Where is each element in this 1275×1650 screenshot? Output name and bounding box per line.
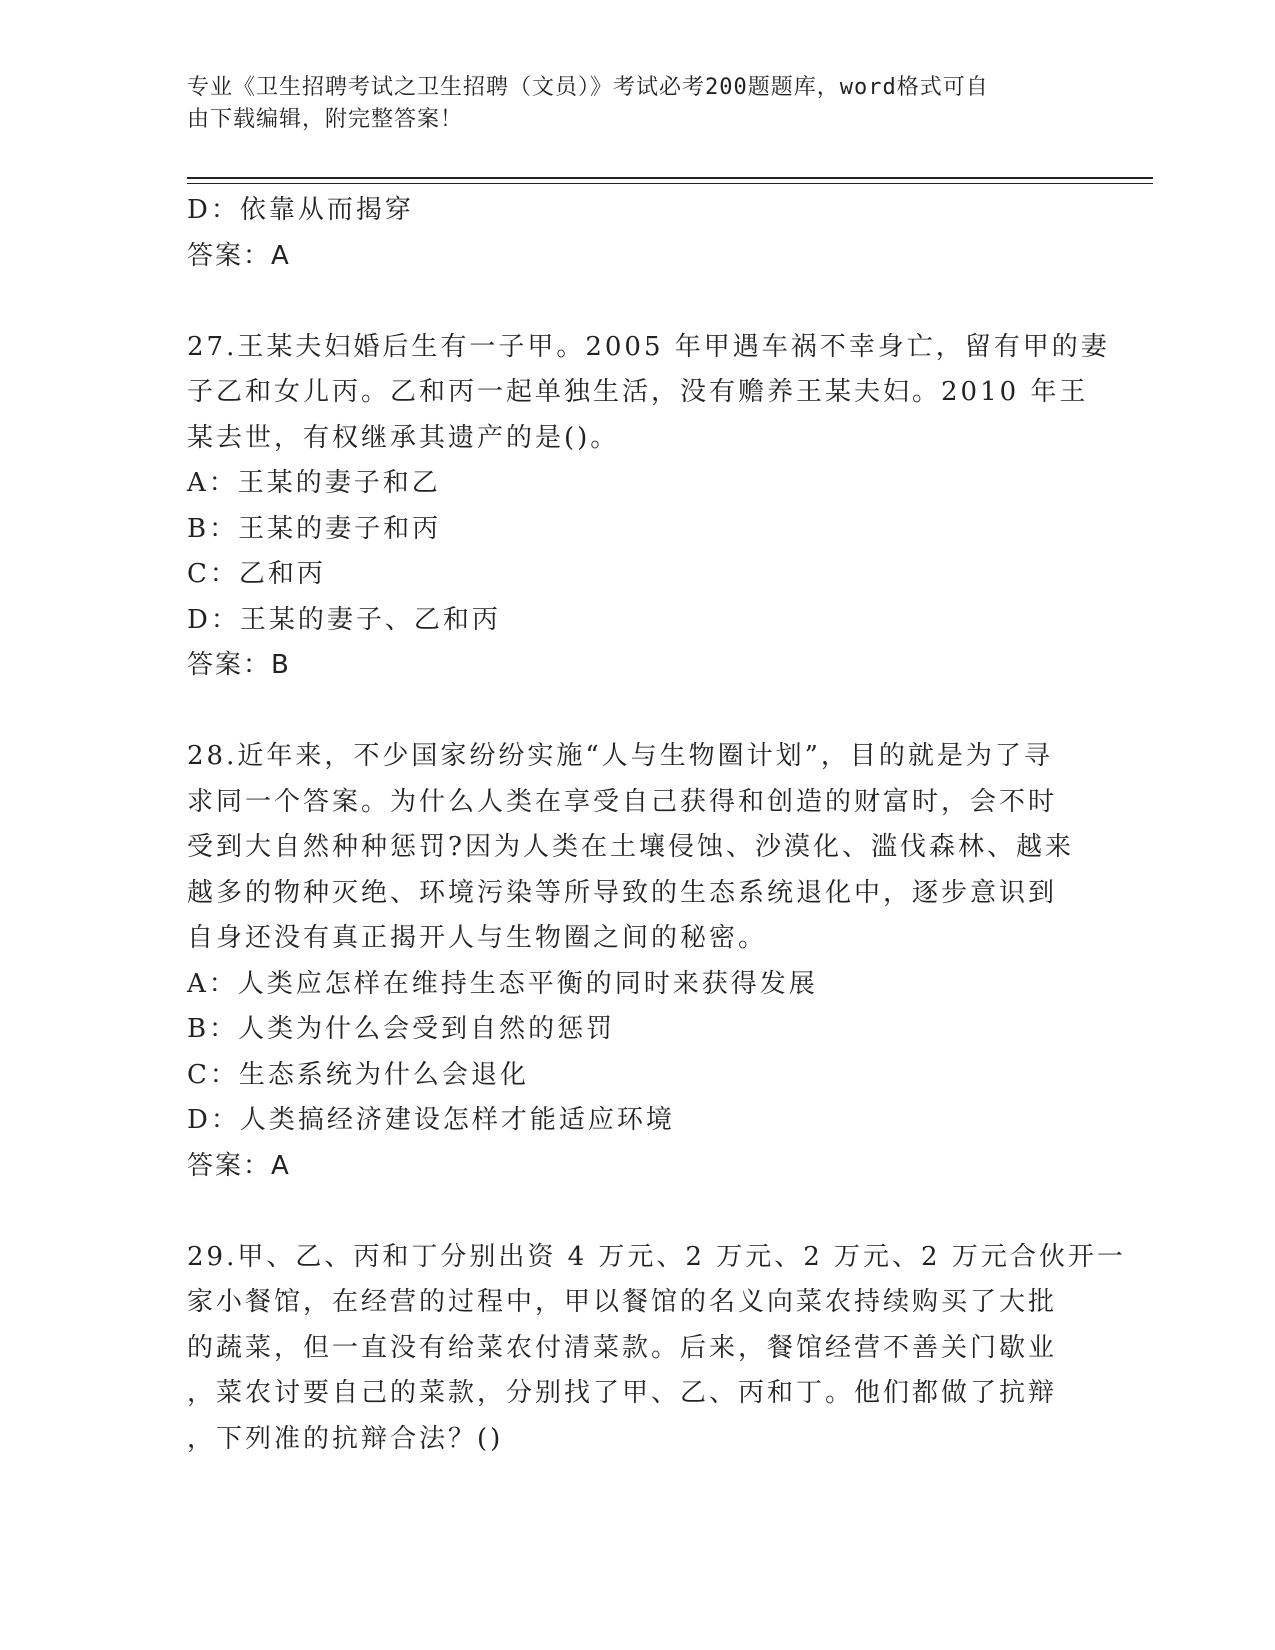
question-text-line: 的蔬菜，但一直没有给菜农付清菜款。后来，餐馆经营不善关门歇业 bbox=[187, 1332, 1058, 1363]
option-d: D：依靠从而揭穿 bbox=[187, 195, 414, 225]
question-text-line: ，菜农讨要自己的菜款，分别找了甲、乙、丙和丁。他们都做了抗辩 bbox=[187, 1378, 1058, 1408]
question-text-line: 求同一个答案。为什么人类在享受自己获得和创造的财富时，会不时 bbox=[187, 786, 1058, 817]
answer-line: 答案：B bbox=[187, 650, 291, 680]
header-line-1: 专业《卫生招聘考试之卫生招聘（文员）》考试必考200题题库，word格式可自 bbox=[187, 75, 989, 100]
option-c: C：生态系统为什么会退化 bbox=[187, 1059, 529, 1090]
question-text-line: 越多的物种灭绝、环境污染等所导致的生态系统退化中，逐步意识到 bbox=[187, 877, 1058, 908]
question-text-line: 家小餐馆，在经营的过程中，甲以餐馆的名义向菜农持续购买了大批 bbox=[187, 1287, 1058, 1317]
question-text-line: 28.近年来，不少国家纷纷实施“人与生物圈计划”，目的就是为了寻 bbox=[187, 741, 1053, 771]
spacer bbox=[187, 689, 1087, 735]
option-a: A：人类应怎样在维持生态平衡的同时来获得发展 bbox=[187, 968, 818, 999]
option-d: D：王某的妻子、乙和丙 bbox=[187, 604, 501, 635]
page-header bbox=[187, 72, 1067, 136]
question-text-line: 自身还没有真正揭开人与生物圈之间的秘密。 bbox=[187, 923, 768, 953]
question-text-line: 27.王某夫妇婚后生有一子甲。2005 年甲遇车祸不幸身亡，留有甲的妻 bbox=[187, 331, 1110, 362]
spacer bbox=[187, 1189, 1087, 1235]
question-text-line: 29.甲、乙、丙和丁分别出资 4 万元、2 万元、2 万元、2 万元合伙开一 bbox=[187, 1241, 1126, 1272]
option-a: A：王某的妻子和乙 bbox=[187, 468, 441, 498]
option-b: B：王某的妻子和丙 bbox=[187, 513, 442, 544]
question-27 bbox=[187, 325, 1110, 689]
answer-line: 答案：A bbox=[187, 1150, 291, 1181]
document-body bbox=[187, 188, 1126, 1462]
option-b: B：人类为什么会受到自然的惩罚 bbox=[187, 1014, 616, 1044]
header-line-2: 由下载编辑，附完整答案！ bbox=[187, 107, 464, 132]
question-text-line: ，下列准的抗辩合法？() bbox=[187, 1423, 504, 1454]
question-29 bbox=[187, 1235, 1126, 1463]
header-divider-thin bbox=[187, 183, 1153, 184]
question-28 bbox=[187, 734, 1087, 1189]
spacer bbox=[187, 279, 1087, 325]
question-text-line: 受到大自然种种惩罚?因为人类在土壤侵蚀、沙漠化、滥伐森林、越来 bbox=[187, 832, 1074, 862]
answer-line: 答案：A bbox=[187, 240, 291, 271]
option-c: C：乙和丙 bbox=[187, 559, 326, 589]
question-text-line: 某去世，有权继承其遗产的是()。 bbox=[187, 422, 620, 453]
header-divider-thick bbox=[187, 177, 1153, 179]
option-d: D：人类搞经济建设怎样才能适应环境 bbox=[187, 1105, 675, 1135]
previous-question-tail bbox=[187, 188, 1087, 279]
question-text-line: 子乙和女儿丙。乙和丙一起单独生活，没有赡养王某夫妇。2010 年王 bbox=[187, 377, 1089, 407]
